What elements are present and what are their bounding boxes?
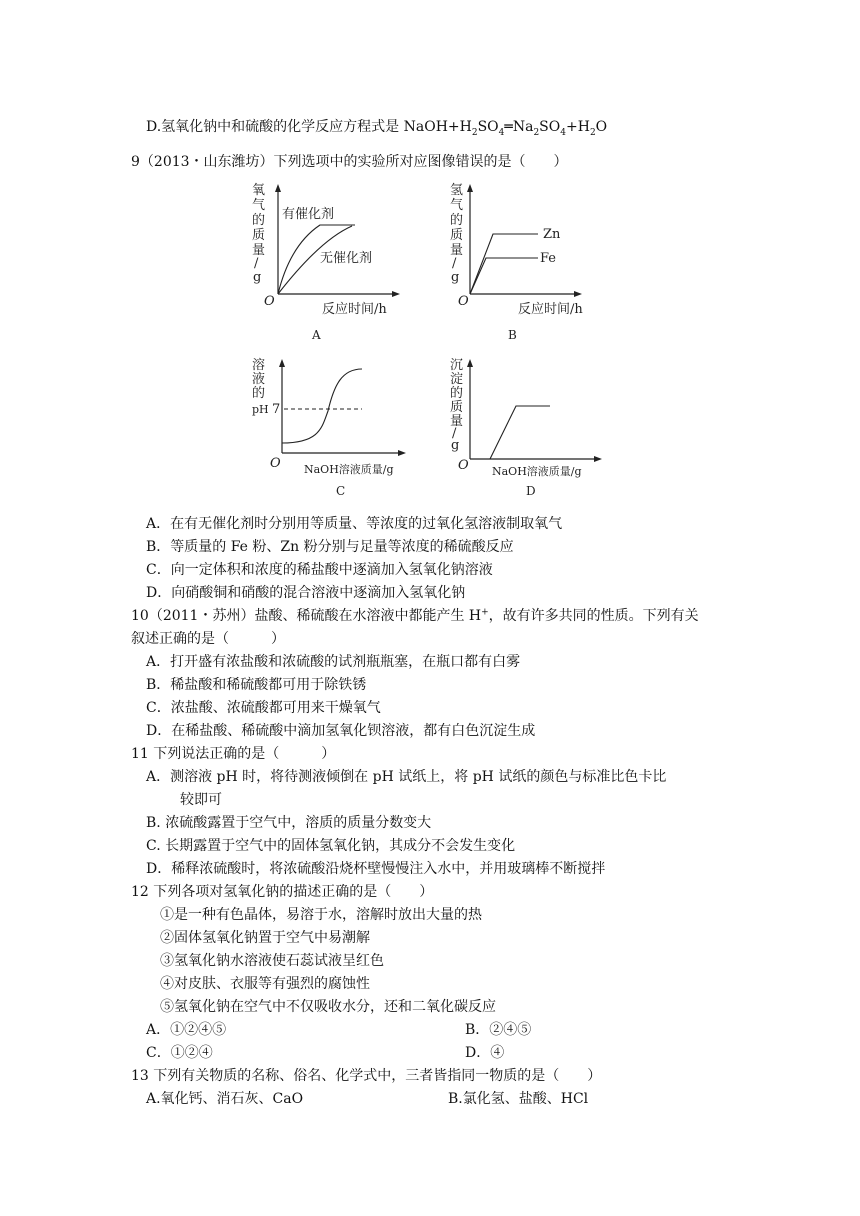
- q12-item-4: ④对皮肤、衣服等有强烈的腐蚀性: [160, 976, 370, 992]
- subscript: 2: [471, 127, 478, 138]
- q8d-text: D.氢氧化钠中和硫酸的化学反应方程式是 NaOH+H: [146, 119, 472, 135]
- graph-c-ylabel-ph: pH: [252, 403, 269, 416]
- graph-b-origin: O: [458, 294, 469, 309]
- graph-a-ylabel-3: 的: [252, 213, 266, 228]
- graph-b-caption: B: [508, 328, 517, 342]
- graph-d-ylabel-6: /: [452, 426, 457, 441]
- graph-d-xlabel: NaOH溶液质量/g: [492, 465, 582, 478]
- graph-b-ylabel-7: g: [451, 270, 460, 285]
- q8d-text: SO: [477, 119, 499, 135]
- q11-option-b: B. 浓硫酸露置于空气中，溶质的质量分数变大: [146, 815, 432, 831]
- q12-option-a: A．①②④⑤: [146, 1022, 227, 1038]
- graph-b-curve2-label: Fe: [540, 251, 557, 266]
- graph-a-curve2-label: 无催化剂: [320, 251, 373, 266]
- q8-option-d: [146, 118, 607, 136]
- graph-d-caption: D: [526, 484, 536, 498]
- superscript: +: [481, 607, 489, 618]
- q9-option-c: C．向一定体积和浓度的稀盐酸中逐滴加入氢氧化钠溶液: [146, 562, 493, 578]
- q10-stem-text: 10（2011・苏州）盐酸、稀硫酸在水溶液中都能产生 H: [131, 608, 482, 624]
- graph-d-origin: O: [458, 458, 469, 473]
- subscript: 4: [560, 127, 566, 138]
- graph-b: [448, 180, 598, 345]
- graph-c: [250, 355, 420, 500]
- graph-b-ylabel-6: /: [452, 256, 457, 271]
- graph-a-xlabel: 反应时间/h: [322, 302, 387, 317]
- graph-d-ylabel-2: 淀: [450, 372, 464, 387]
- q12-option-d: D．④: [465, 1045, 505, 1061]
- q13-option-a: A.氧化钙、消石灰、CaO: [146, 1091, 304, 1107]
- graph-a-ylabel-4: 质: [252, 228, 266, 243]
- q9-option-a: A．在有无催化剂时分别用等质量、等浓度的过氧化氢溶液制取氧气: [146, 516, 563, 532]
- q12-option-b: B．②④⑤: [465, 1022, 532, 1038]
- subscript: 2: [533, 127, 540, 138]
- q13-stem: 13 下列有关物质的名称、俗名、化学式中，三者皆指同一物质的是（ ）: [131, 1068, 602, 1084]
- graph-d-ylabel-1: 沉: [450, 358, 464, 373]
- graph-c-origin: O: [270, 456, 281, 471]
- graph-b-xlabel: 反应时间/h: [518, 302, 583, 317]
- q10-option-d: D．在稀盐酸、稀硫酸中滴加氢氧化钡溶液，都有白色沉淀生成: [146, 723, 536, 739]
- q12-item-2: ②固体氢氧化钠置于空气中易潮解: [160, 930, 370, 946]
- graph-c-ylabel-3: 的: [252, 386, 266, 401]
- graph-c-xlabel: NaOH溶液质量/g: [304, 463, 394, 476]
- graph-d-ylabel-5: 量: [450, 414, 464, 429]
- graph-d-ylabel-4: 质: [450, 400, 464, 415]
- q11-stem: 11 下列说法正确的是（ ）: [131, 746, 336, 762]
- q12-item-3: ③氢氧化钠水溶液使石蕊试液呈红色: [160, 953, 384, 969]
- q11-option-c: C. 长期露置于空气中的固体氢氧化钠，其成分不会发生变化: [146, 838, 516, 854]
- q10-option-b: B．稀盐酸和稀硫酸都可用于除铁锈: [146, 677, 367, 693]
- graph-d: [448, 355, 608, 500]
- q9-option-d: D．向硝酸铜和硝酸的混合溶液中逐滴加入氢氧化钠: [146, 585, 466, 601]
- graph-b-ylabel-3: 的: [450, 213, 464, 228]
- graph-d-ylabel-3: 的: [450, 386, 464, 401]
- q10-stem: [131, 607, 699, 625]
- graph-c-tick-7: 7: [272, 402, 281, 417]
- q8d-text: ═Na: [504, 119, 534, 135]
- graph-c-caption: C: [336, 484, 346, 498]
- q9-option-b: B．等质量的 Fe 粉、Zn 粉分别与足量等浓度的稀硫酸反应: [146, 539, 514, 555]
- q11-option-d: D．稀释浓硫酸时，将浓硫酸沿烧杯壁慢慢注入水中，并用玻璃棒不断搅拌: [146, 861, 606, 877]
- graph-c-ylabel-2: 液: [252, 372, 266, 387]
- q8d-text: +H: [565, 119, 590, 135]
- subscript: 4: [498, 127, 505, 138]
- q10-stem-line2: 叙述正确的是（ ）: [131, 631, 285, 647]
- subscript: 2: [589, 127, 596, 138]
- graph-d-ylabel-7: g: [451, 438, 460, 453]
- graph-b-ylabel-5: 量: [450, 243, 464, 258]
- q10-option-c: C．浓盐酸、浓硫酸都可用来干燥氧气: [146, 700, 381, 716]
- q11-option-a-cont: 较即可: [180, 792, 222, 808]
- q12-option-c: C．①②④: [146, 1045, 213, 1061]
- graph-c-ylabel-1: 溶: [252, 358, 266, 373]
- q12-item-1: ①是一种有色晶体，易溶于水，溶解时放出大量的热: [160, 907, 482, 923]
- graph-a: [250, 180, 400, 345]
- q10-option-a: A．打开盛有浓盐酸和浓硫酸的试剂瓶瓶塞，在瓶口都有白雾: [146, 654, 521, 670]
- graph-a-ylabel-2: 气: [252, 198, 266, 213]
- graph-a-origin: O: [264, 294, 275, 309]
- graph-a-ylabel-1: 氧: [252, 183, 266, 198]
- q8d-text: O: [595, 119, 608, 135]
- q9-stem: 9（2013・山东潍坊）下列选项中的实验所对应图像错误的是（ ）: [131, 154, 568, 170]
- graph-a-curve1-label: 有催化剂: [282, 207, 335, 222]
- graph-a-caption: A: [312, 328, 321, 342]
- q8d-text: SO: [539, 119, 561, 135]
- graph-a-ylabel-5: 量: [252, 243, 266, 258]
- q10-stem-text: ，故有许多共同的性质。下列有关: [488, 608, 699, 624]
- graph-b-ylabel-2: 气: [450, 198, 464, 213]
- graph-a-ylabel-7: g: [253, 270, 262, 285]
- q12-item-5: ⑤氢氧化钠在空气中不仅吸收水分，还和二氧化碳反应: [160, 999, 496, 1015]
- graph-a-ylabel-6: /: [254, 256, 259, 271]
- q13-option-b: B.氯化氢、盐酸、HCl: [448, 1091, 589, 1107]
- graph-b-ylabel-4: 质: [450, 228, 464, 243]
- q12-stem: 12 下列各项对氢氧化钠的描述正确的是（ ）: [131, 884, 434, 900]
- q11-option-a: A．测溶液 pH 时，将待测液倾倒在 pH 试纸上，将 pH 试纸的颜色与标准比色卡比: [146, 769, 667, 785]
- graph-b-ylabel-1: 氢: [450, 183, 464, 198]
- graph-b-curve1-label: Zn: [543, 227, 561, 242]
